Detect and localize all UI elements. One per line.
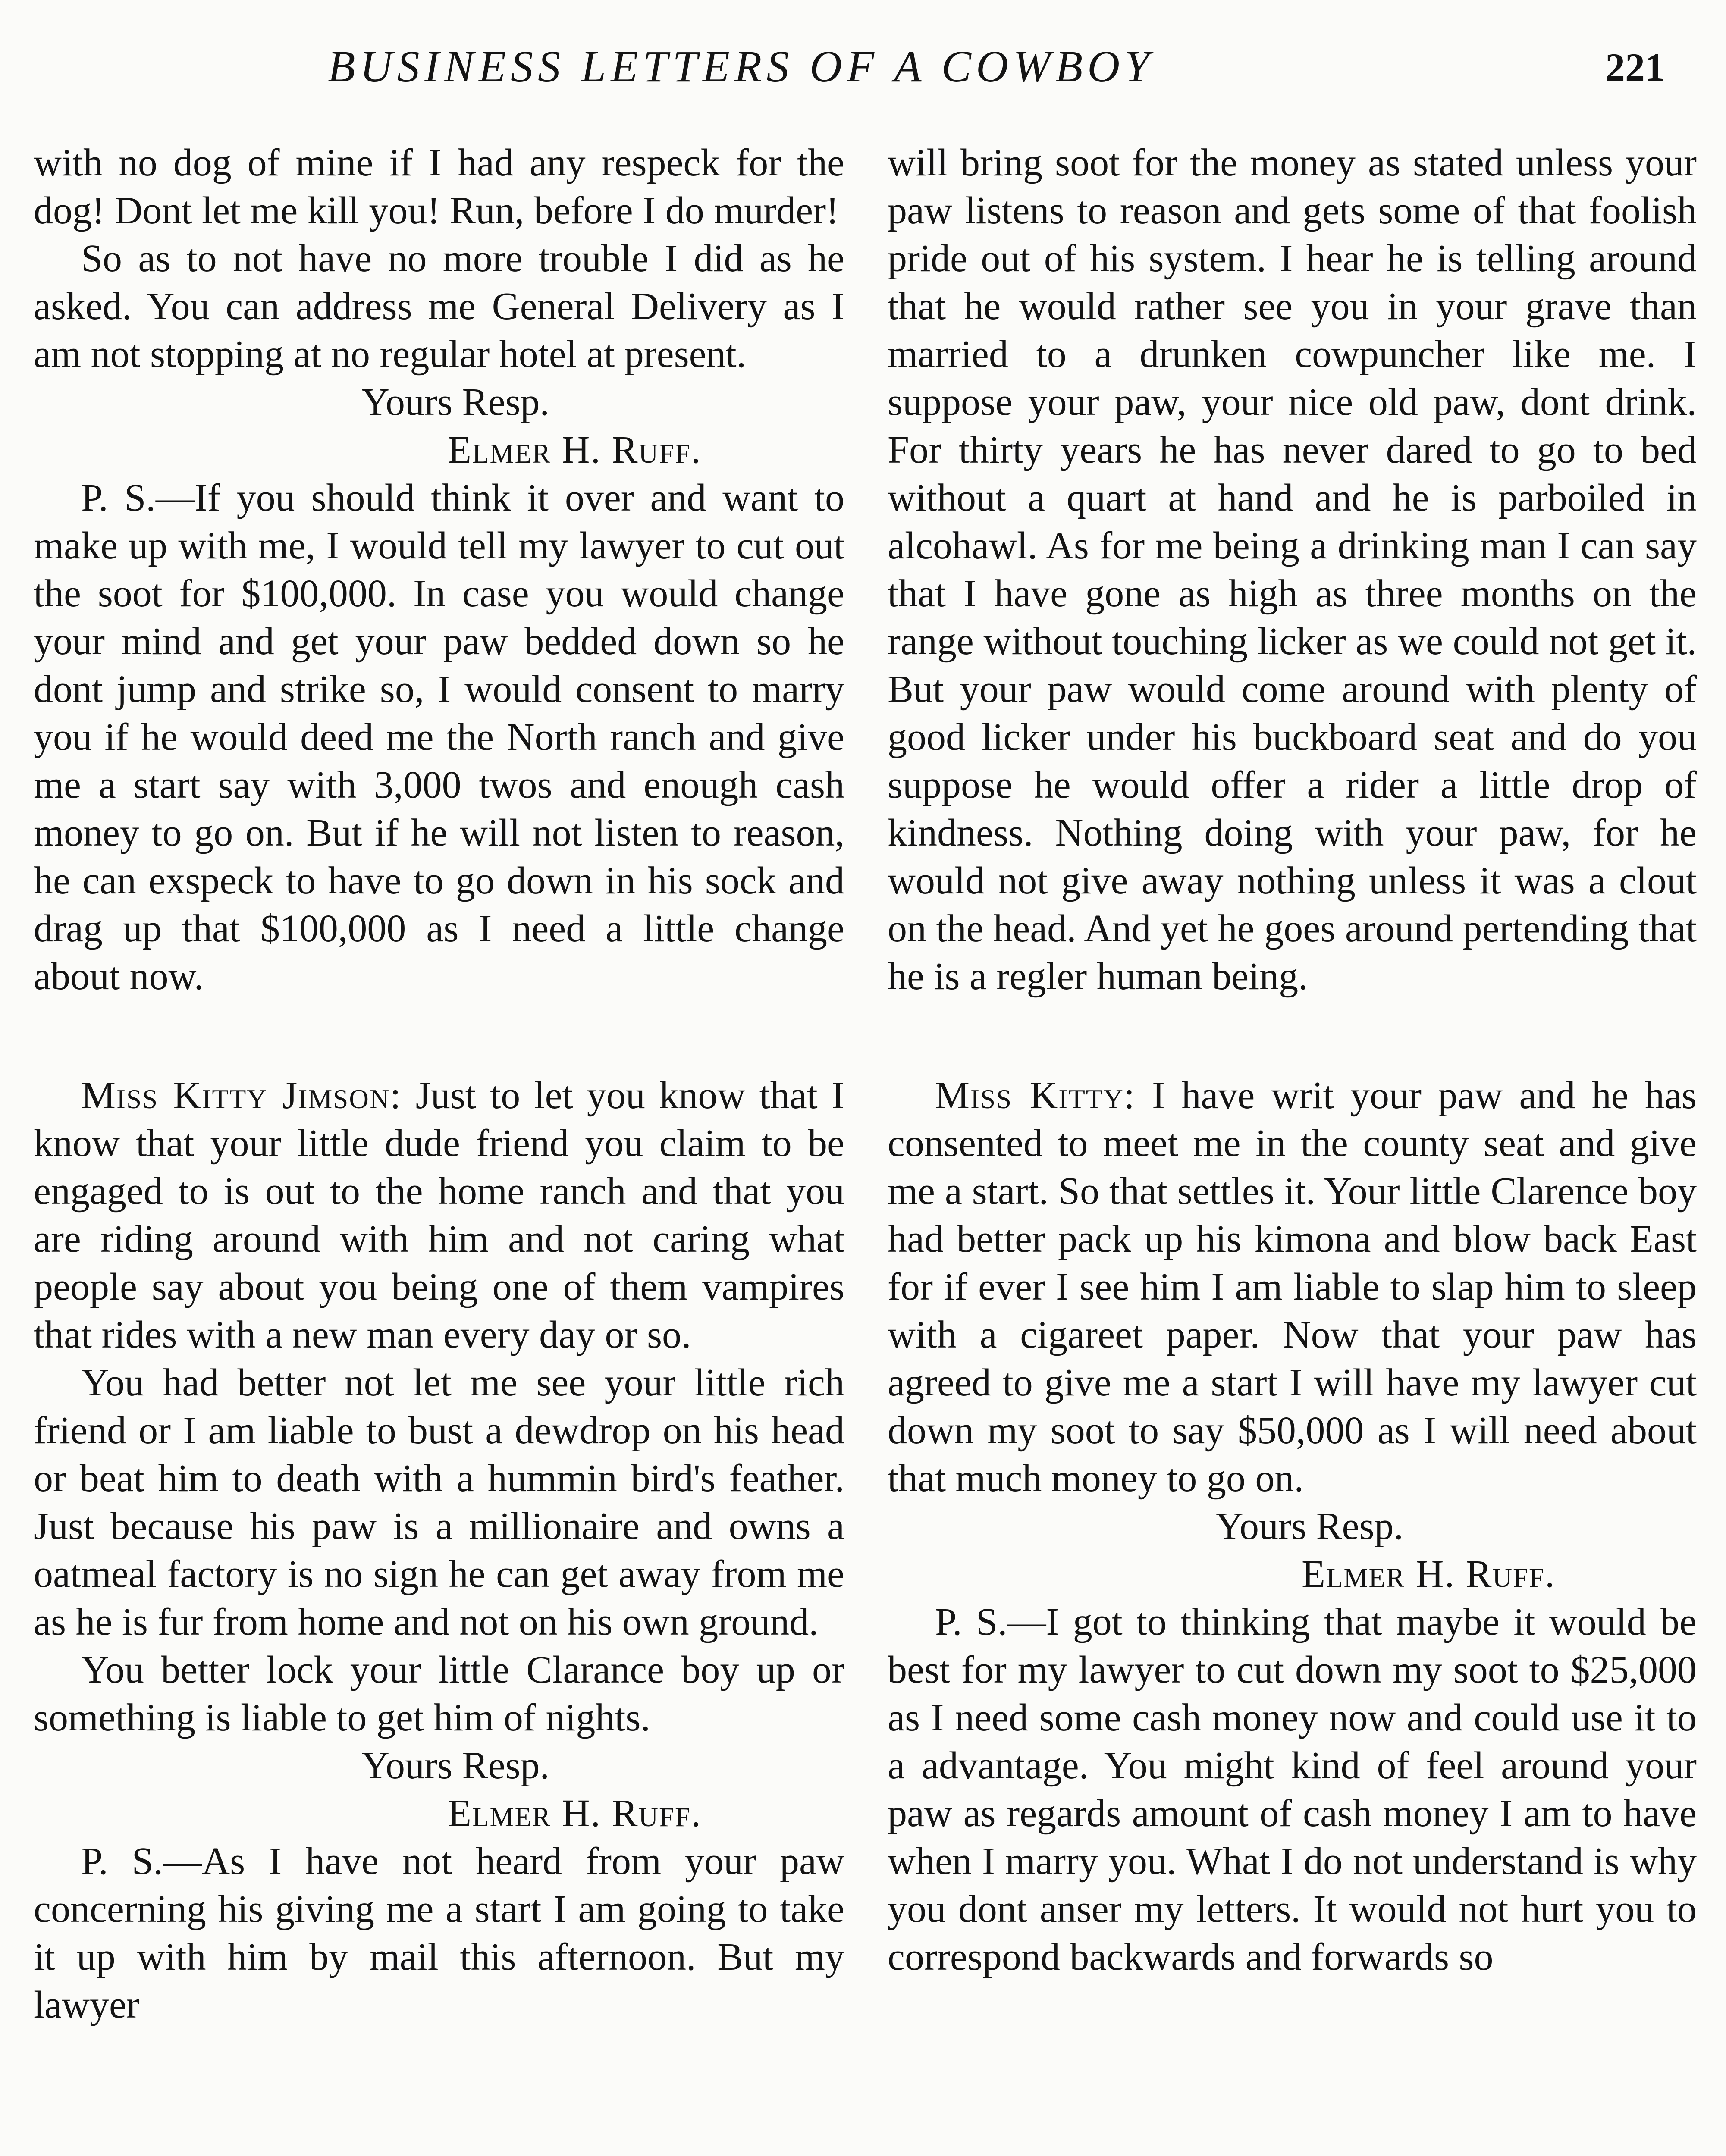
letter-closing: Yours Resp. [361, 381, 549, 423]
paragraph: So as to not have no more trouble I did as he asked. You can address me General Delivery as I am not stopping at no regular hotel at present. [34, 237, 844, 376]
page-number: 221 [1605, 45, 1665, 89]
paragraph-text: I have writ your paw and he has consented to meet me in the county seat and give me a start. So that settles it. Your little Clarence boy had better pack up his kimona and blow back East for if ever I see him I am liable to slap him to sleep with a cigareet paper. Now that your paw has agreed to give me a start I will have my lawyer cut down my soot to say $50,000 as I will need about that much money to go on. [888, 1074, 1697, 1500]
paragraph: with no dog of mine if I had any respeck for the dog! Dont let me kill you! Run, before I do murder! [34, 141, 844, 232]
postscript: P. S.—As I have not heard from your paw concerning his giving me a start I am going to take it up with him by mail this afternoon. But my lawyer [34, 1840, 844, 2026]
letter-signature: Elmer H. Ruff. [448, 429, 702, 471]
letter-separator [34, 1000, 844, 1072]
paragraph: You better lock your little Clarance boy up or something is liable to get him of nights. [34, 1648, 844, 1739]
left-column [34, 139, 844, 2029]
salutation: Miss Kitty Jimson: [81, 1074, 402, 1117]
letter-closing: Yours Resp. [361, 1744, 549, 1787]
page-header [0, 41, 1726, 110]
letter-separator [888, 1000, 1697, 1072]
paragraph: will bring soot for the money as stated unless your paw listens to reason and gets some of that foolish pride out of his system. I hear he is telling around that he would rather see you in your grave than married to a drunken cowpuncher like me. I suppose your paw, your nice old paw, dont drink. For thirty years he has never dared to go to bed without a quart at hand and he is parboiled in alcohawl. As for me being a drinking man I can say that I have gone as high as three months on the range without touching licker as we could not get it. But your paw would come around with plenty of good licker under his buckboard seat and do you suppose he would offer a rider a little drop of kindness. Nothing doing with your paw, for he would not give away nothing unless it was a clout on the head. And yet he goes around pertending that he is a regler human being. [888, 141, 1697, 998]
letter-opening [34, 1072, 844, 1359]
letter-opening [888, 1072, 1697, 1502]
salutation: Miss Kitty: [935, 1074, 1136, 1117]
letter-signature: Elmer H. Ruff. [1302, 1553, 1556, 1595]
postscript: P. S.—If you should think it over and want to make up with me, I would tell my lawyer to cut out the soot for $100,000. In case you would change your mind and get your paw bedded down so he dont jump and strike so, I would consent to marry you if he would deed me the North ranch and give me a start say with 3,000 twos and enough cash money to go on. But if he will not listen to reason, he can exspeck to have to go down in his sock and drag up that $100,000 as I need a little change about now. [34, 476, 844, 998]
paragraph-text: Just to let you know that I know that your little dude friend you claim to be engaged to is out to the home ranch and that you are riding around with him and not caring what people say about you being one of them vampires that rides with a new man every day or so. [34, 1074, 845, 1356]
letter-signature: Elmer H. Ruff. [448, 1792, 702, 1835]
postscript: P. S.—I got to thinking that maybe it would be best for my lawyer to cut down my soot to $25,000 as I need some cash money now and could use it to a advantage. You might kind of feel around your paw as regards amount of cash money I am to have when I marry you. What I do not understand is why you dont anser my letters. It would not hurt you to correspond backwards and forwards so [888, 1601, 1697, 1978]
running-head: BUSINESS LETTERS OF A COWBOY [328, 42, 1155, 91]
letter-closing: Yours Resp. [1215, 1505, 1403, 1548]
paragraph: You had better not let me see your little rich friend or I am liable to bust a dewdrop on his head or beat him to death with a hummin bird's feather. Just because his paw is a millionaire and owns a oatmeal factory is no sign he can get away from me as he is fur from home and not on his own ground. [34, 1361, 844, 1643]
right-column [888, 139, 1697, 1981]
